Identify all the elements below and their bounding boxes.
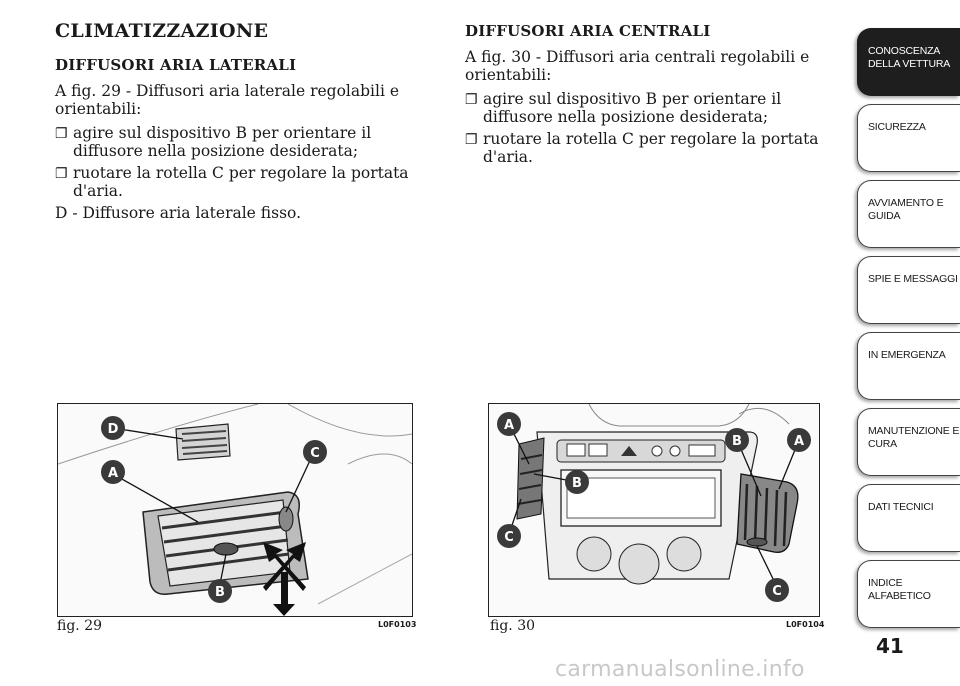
checkbox-bullet-icon: ❐ <box>465 92 478 108</box>
watermark: carmanualsonline.info <box>555 657 805 682</box>
list-item-text: agire sul dispositivo B per orientare il diffusore nella posizione desiderata; <box>483 90 782 126</box>
figure-29-lateral-vents <box>57 403 413 617</box>
svg-text:B: B <box>732 434 742 449</box>
figure-30-code: L0F0104 <box>786 620 825 629</box>
list-item <box>465 130 845 166</box>
tab-manutenzione-e-cura[interactable]: MANUTENZIONE E CURA <box>857 408 960 476</box>
intro-lateral: A fig. 29 - Diffusori aria laterale regolabili e orientabili: <box>55 82 400 118</box>
list-item-text: agire sul dispositivo B per orientare il diffusore nella posizione desiderata; <box>73 124 372 160</box>
callout-c-right <box>765 578 789 602</box>
list-item <box>465 90 845 126</box>
bullet-list-central <box>465 90 845 166</box>
svg-text:A: A <box>107 466 119 481</box>
tab-in-emergenza[interactable]: IN EMERGENZA <box>857 332 960 400</box>
left-column <box>55 22 435 228</box>
list-item <box>55 124 435 160</box>
fixed-side-vent-shape <box>176 424 230 460</box>
page-title: CLIMATIZZAZIONE <box>55 20 269 42</box>
section-title-lateral: DIFFUSORI ARIA LATERALI <box>55 56 297 74</box>
callout-b-right <box>725 428 749 452</box>
callout-a-right <box>787 428 811 452</box>
callout-c <box>303 440 327 464</box>
list-item-text: ruotare la rotella C per regolare la portata d'aria. <box>73 164 409 200</box>
tab-avviamento-e-guida[interactable]: AVVIAMENTO E GUIDA <box>857 180 960 248</box>
figure-29-caption: fig. 29 <box>57 618 103 634</box>
callout-d <box>101 416 125 440</box>
svg-text:C: C <box>772 584 782 599</box>
list-item <box>55 164 435 200</box>
figure-29-code: L0F0103 <box>378 620 417 629</box>
callout-b <box>208 579 232 603</box>
figure-30-central-vents <box>488 403 820 617</box>
callout-c-left <box>497 524 521 548</box>
tab-sicurezza[interactable]: SICUREZZA <box>857 104 960 172</box>
left-central-vent-shape <box>517 438 544 519</box>
figure-30-caption: fig. 30 <box>490 618 536 634</box>
callout-a <box>101 460 125 484</box>
svg-text:C: C <box>310 446 320 461</box>
svg-text:A: A <box>793 434 805 449</box>
tab-spie-e-messaggi[interactable]: SPIE E MESSAGGI <box>857 256 960 324</box>
tab-indice-alfabetico[interactable]: INDICE ALFABETICO <box>857 560 960 628</box>
bullet-list-lateral <box>55 124 435 200</box>
svg-text:B: B <box>572 476 582 491</box>
page-number: 41 <box>876 634 904 658</box>
svg-text:D: D <box>107 422 119 437</box>
center-console-shape <box>537 432 757 584</box>
list-item-text: ruotare la rotella C per regolare la portata d'aria. <box>483 130 819 166</box>
intro-central: A fig. 30 - Diffusori aria centrali regolabili e orientabili: <box>465 48 810 84</box>
tab-conoscenza-della-vettura[interactable]: CONOSCENZA DELLA VETTURA <box>857 28 960 96</box>
checkbox-bullet-icon: ❐ <box>55 166 68 182</box>
checkbox-bullet-icon: ❐ <box>465 132 478 148</box>
tab-dati-tecnici[interactable]: DATI TECNICI <box>857 484 960 552</box>
callout-a-left <box>497 412 521 436</box>
svg-text:A: A <box>503 418 515 433</box>
callout-b-left <box>565 470 589 494</box>
checkbox-bullet-icon: ❐ <box>55 126 68 142</box>
section-title-central: DIFFUSORI ARIA CENTRALI <box>465 22 711 40</box>
right-central-vent-shape <box>737 474 798 552</box>
note-fixed-vent: D - Diffusore aria laterale fisso. <box>55 204 302 222</box>
svg-text:C: C <box>504 530 514 545</box>
right-column <box>465 22 845 170</box>
svg-text:B: B <box>215 585 225 600</box>
chapter-sidebar <box>857 28 960 636</box>
